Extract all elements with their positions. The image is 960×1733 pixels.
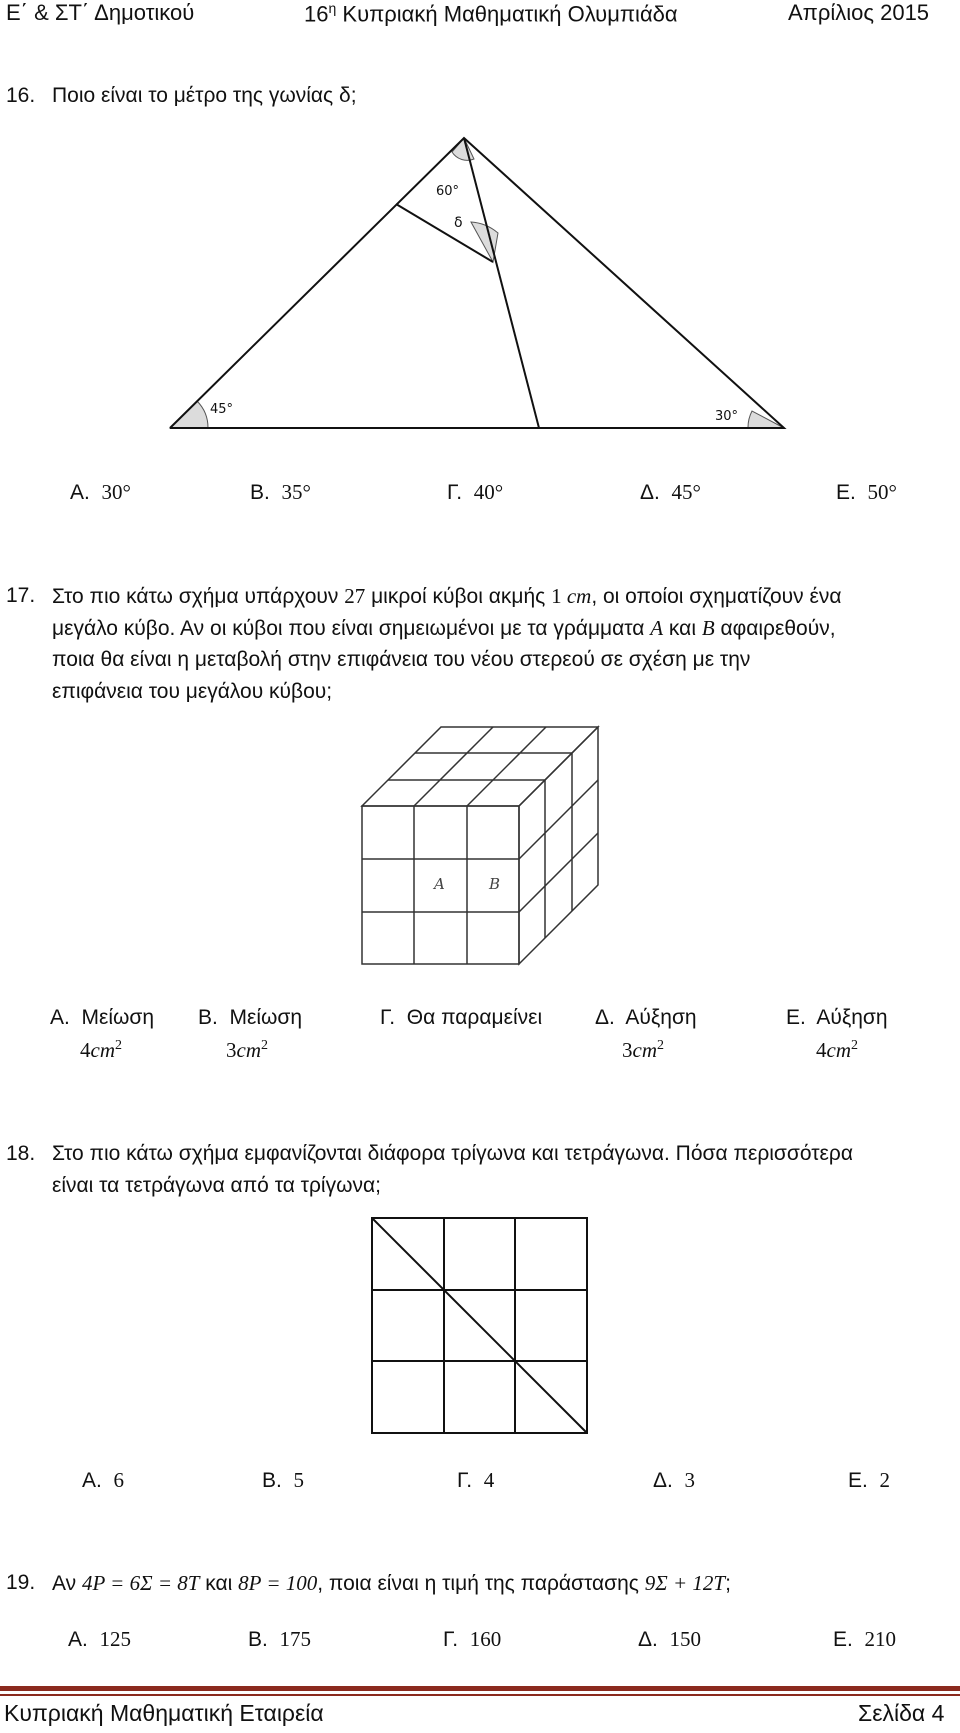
q16-number: 16.: [6, 84, 36, 107]
q16-option-e: Ε. 50°: [836, 480, 897, 504]
footer-right: Σελίδα 4: [858, 1700, 945, 1726]
q19-option-e: Ε. 210: [833, 1627, 897, 1651]
q18-option-a: Α. 6: [82, 1468, 125, 1492]
grid-diagonal: [372, 1218, 587, 1433]
q17-option-e: Ε. Αύξηση: [786, 1006, 888, 1029]
cube-label-a: A: [434, 875, 445, 893]
footer-rule-thick: [0, 1686, 960, 1691]
q17-line2: μεγάλο κύβο. Αν οι κύβοι που είναι σημειωμένοι με τα γράμματα A και B αφαιρεθούν,: [52, 616, 836, 640]
label-45: 45°: [210, 402, 234, 417]
q18-option-e: Ε. 2: [848, 1468, 891, 1492]
header-center: $16^\eta$ Κυπριακή Μαθηματική Ολυμπιάδα: [304, 0, 678, 27]
cube-label-b: B: [489, 875, 501, 893]
q17-option-d-value: $3cm^2$: [622, 1038, 664, 1062]
q18-line2: είναι τα τετράγωνα από τα τρίγωνα;: [52, 1174, 381, 1197]
q16-option-d: Δ. 45°: [640, 480, 701, 504]
q17-option-e-value: $4cm^2$: [816, 1038, 858, 1062]
q19-number: 19.: [6, 1571, 36, 1594]
header-right: Απρίλιος 2015: [788, 0, 930, 25]
q16-text: Ποιο είναι το μέτρο της γωνίας δ;: [52, 84, 357, 107]
label-60: 60°: [436, 184, 460, 199]
label-delta: δ: [454, 215, 463, 231]
q17-number: 17.: [6, 584, 36, 607]
q19-option-a: Α. 125: [68, 1627, 132, 1651]
q17-line3: ποια θα είναι η μεταβολή στην επιφάνεια του νέου στερεού σε σχέση με την: [52, 648, 751, 671]
q17-option-b: Β. Μείωση: [198, 1006, 303, 1029]
q19-option-c: Γ. 160: [443, 1627, 502, 1651]
q17-option-c: Γ. Θα παραμείνει: [380, 1006, 543, 1029]
q18-line1: Στο πιο κάτω σχήμα εμφανίζονται διάφορα τρίγωνα και τετράγωνα. Πόσα περισσότερα: [52, 1142, 853, 1165]
q17-line1: Στο πιο κάτω σχήμα υπάρχουν 27 μικροί κύβοι ακμής 1 cm, οι οποίοι σχηματίζουν ένα: [52, 584, 842, 608]
q17-line4: επιφάνεια του μεγάλου κύβου;: [52, 680, 333, 703]
q18-option-b: Β. 5: [262, 1468, 305, 1492]
q18-option-c: Γ. 4: [457, 1468, 495, 1492]
q16-option-a: Α. 30°: [70, 480, 131, 504]
q19-option-d: Δ. 150: [638, 1627, 702, 1651]
footer-left: Κυπριακή Μαθηματική Εταιρεία: [4, 1700, 324, 1726]
q18-option-d: Δ. 3: [653, 1468, 696, 1492]
header-left: Ε΄ & ΣΤ΄ Δημοτικού: [6, 0, 195, 25]
q18-number: 18.: [6, 1142, 36, 1165]
q16-option-c: Γ. 40°: [447, 480, 504, 504]
footer-rule-thin: [0, 1694, 960, 1696]
label-30: 30°: [715, 409, 739, 424]
q17-option-a: Α. Μείωση: [50, 1006, 155, 1029]
q17-option-d: Δ. Αύξηση: [595, 1006, 697, 1029]
q16-option-b: Β. 35°: [250, 480, 311, 504]
q17-option-a-value: $4cm^2$: [80, 1038, 122, 1062]
q19-text: Αν 4P = 6Σ = 8T και 8P = 100, ποια είναι η τιμή της παράστασης 9Σ + 12T;: [52, 1571, 731, 1595]
q17-option-b-value: $3cm^2$: [226, 1038, 268, 1062]
q19-option-b: Β. 175: [248, 1627, 312, 1651]
